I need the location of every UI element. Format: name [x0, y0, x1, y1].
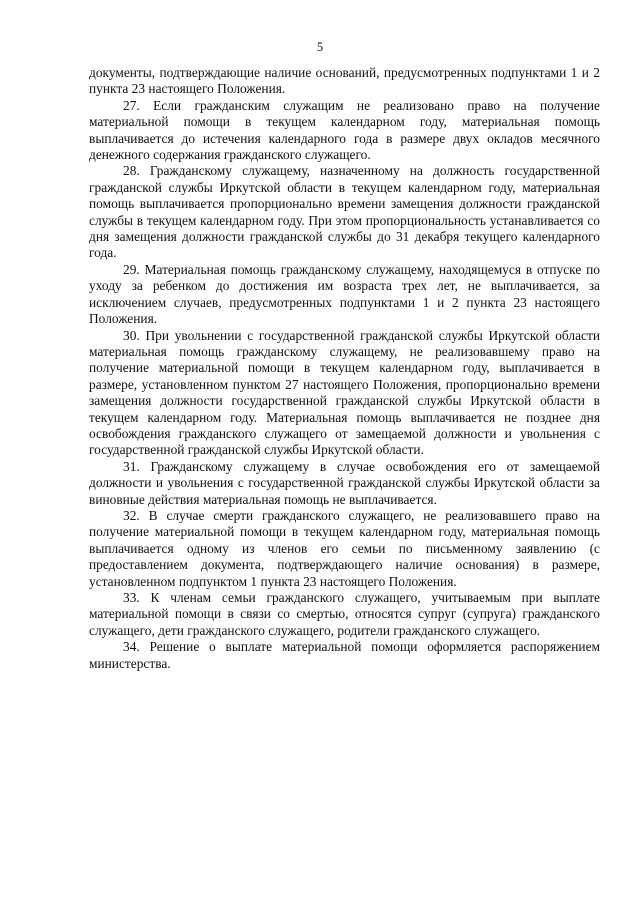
- paragraph-31: 31. Гражданскому служащему в случае освобождения его от замещаемой должности и увольнения с государственной гражданской службы Иркутской области за виновные действия материальная помощь не выплачивается.: [89, 458, 600, 507]
- paragraph-30: 30. При увольнении с государственной гражданской службы Иркутской области материальная помощь гражданскому служащему, не реализовавшему право на получение материальной помощи в текущем календарном году, выплачивается в размере, установленном пунктом 27 настоящего Положения, пропорционально времени замещения должности государственной гражданской службы Иркутской области в текущем календарном году. Материальная помощь выплачивается не позднее дня освобождения гражданского служащего от замещаемой должности и увольнения с государственной гражданской службы Иркутской области.: [89, 327, 600, 458]
- paragraph-34: 34. Решение о выплате материальной помощи оформляется распоряжением министерства.: [89, 639, 600, 671]
- paragraph-32: 32. В случае смерти гражданского служащего, не реализовавшего право на получение материальной помощи в текущем календарном году, материальная помощь выплачивается одному из членов его семьи по письменному заявлению (с предоставлением документа, подтверждающего наличие основания) в размере, установленном подпунктом 1 пункта 23 настоящего Положения.: [89, 507, 600, 589]
- paragraph-27: 27. Если гражданским служащим не реализовано право на получение материальной помощи в текущем календарном году, материальная помощь выплачивается до истечения календарного года в размере двух окладов месячного денежного содержания гражданского служащего.: [89, 97, 600, 163]
- paragraph-continuation: документы, подтверждающие наличие оснований, предусмотренных подпунктами 1 и 2 пункта 23 настоящего Положения.: [89, 65, 600, 97]
- page-number: 5: [316, 40, 324, 54]
- paragraph-28: 28. Гражданскому служащему, назначенному на должность государственной гражданской службы Иркутской области в текущем календарном году, материальная помощь выплачивается пропорционально времени замещения должности гражданской службы в текущем календарном году. При этом пропорциональность устанавливается со дня замещения должности гражданской службы до 31 декабря текущего календарного года.: [89, 163, 600, 261]
- document-body: [89, 65, 600, 672]
- paragraph-33: 33. К членам семьи гражданского служащего, учитываемым при выплате материальной помощи в связи со смертью, относятся супруг (супруга) гражданского служащего, дети гражданского служащего, родители гражданского служащего.: [89, 590, 600, 638]
- paragraph-29: 29. Материальная помощь гражданскому служащему, находящемуся в отпуске по уходу за ребенком до достижения им возраста трех лет, не выплачивается, за исключением случаев, предусмотренных подпунктами 1 и 2 пункта 23 настоящего Положения.: [89, 261, 600, 327]
